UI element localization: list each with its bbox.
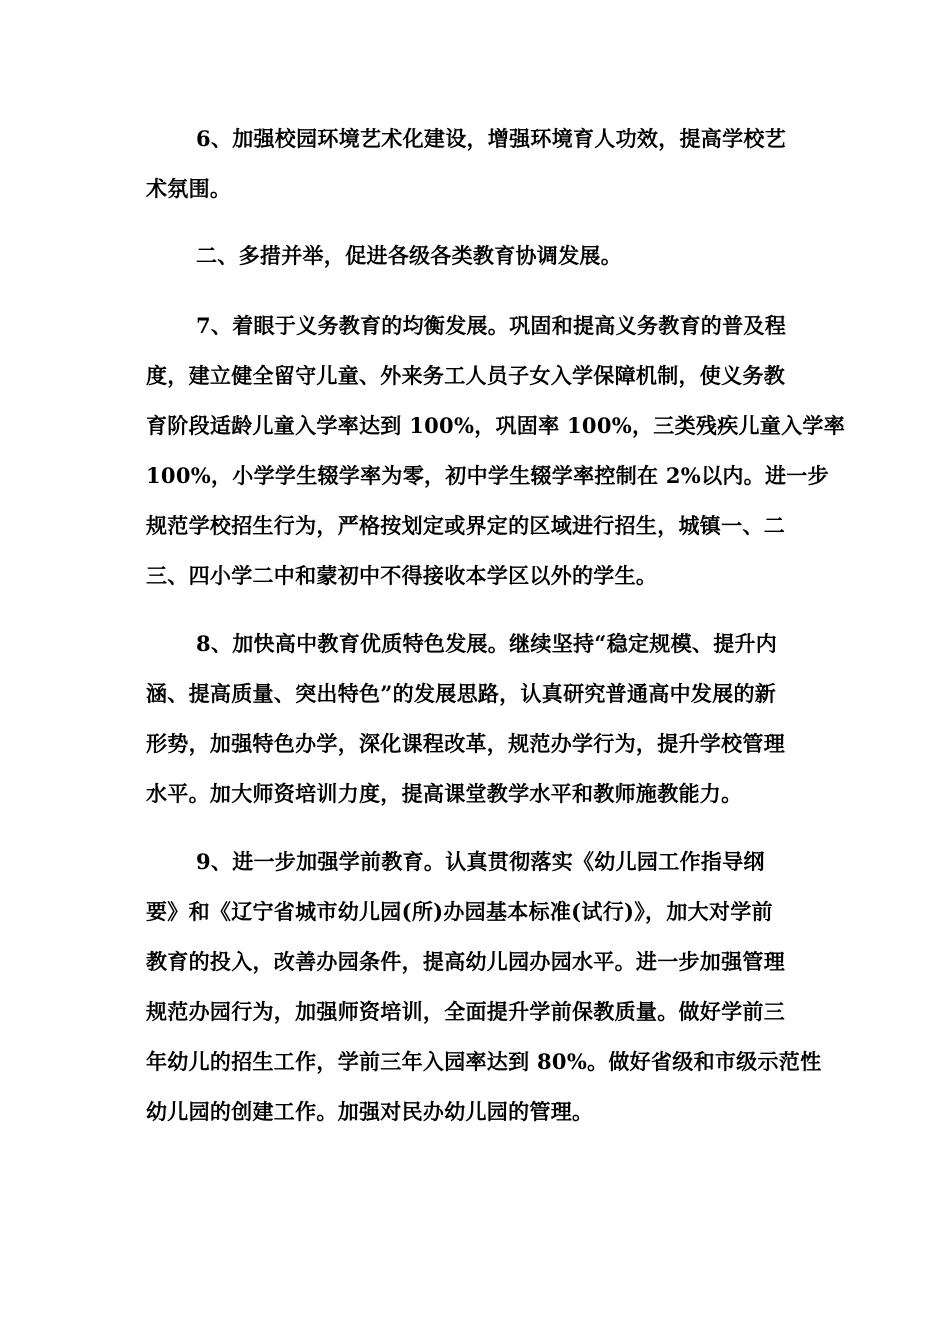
paragraph-8-line-4: 水平。加大师资培训力度，提高课堂教学水平和教师施教能力。 bbox=[146, 781, 743, 806]
paragraph-8-line-3: 形势，加强特色办学，深化课程改革，规范办学行为，提升学校管理 bbox=[146, 731, 785, 756]
paragraph-6-line-1: 6、加强校园环境艺术化建设，增强环境育人功效，提高学校艺 bbox=[196, 126, 787, 151]
paragraph-9-line-2: 要》和《辽宁省城市幼儿园(所)办园基本标准(试行)》，加大对学前 bbox=[146, 899, 773, 924]
paragraph-7-line-3: 育阶段适龄儿童入学率达到 100%，巩固率 100%，三类残疾儿童入学率 bbox=[146, 413, 845, 438]
paragraph-9-line-5: 年幼儿的招生工作，学前三年入园率达到 80%。做好省级和市级示范性 bbox=[146, 1049, 822, 1074]
paragraph-9-line-6: 幼儿园的创建工作。加强对民办幼儿园的管理。 bbox=[146, 1099, 594, 1124]
paragraph-9-line-3: 教育的投入，改善办园条件，提高幼儿园办园水平。进一步加强管理 bbox=[146, 949, 785, 974]
paragraph-7-line-5: 规范学校招生行为，严格按划定或界定的区域进行招生，城镇一、二 bbox=[146, 513, 785, 538]
paragraph-7-line-1: 7、着眼于义务教育的均衡发展。巩固和提高义务教育的普及程 bbox=[196, 313, 787, 338]
paragraph-6-line-2: 术氛围。 bbox=[146, 176, 232, 201]
section-heading: 二、多措并举，促进各级各类教育协调发展。 bbox=[196, 243, 622, 268]
paragraph-7-line-2: 度，建立健全留守儿童、外来务工人员子女入学保障机制，使义务教 bbox=[146, 363, 785, 388]
paragraph-7-line-6: 三、四小学二中和蒙初中不得接收本学区以外的学生。 bbox=[146, 563, 658, 588]
paragraph-8-line-2: 涵、提高质量、突出特色”的发展思路，认真研究普通高中发展的新 bbox=[146, 681, 777, 706]
paragraph-9-line-1: 9、进一步加强学前教育。认真贯彻落实《幼儿园工作指导纲 bbox=[196, 849, 765, 874]
paragraph-8-line-1: 8、加快高中教育优质特色发展。继续坚持“稳定规模、提升内 bbox=[196, 631, 778, 656]
paragraph-7-line-4: 100%，小学学生辍学率为零，初中学生辍学率控制在 2%以内。进一步 bbox=[146, 463, 829, 488]
paragraph-9-line-4: 规范办园行为，加强师资培训，全面提升学前保教质量。做好学前三 bbox=[146, 999, 785, 1024]
